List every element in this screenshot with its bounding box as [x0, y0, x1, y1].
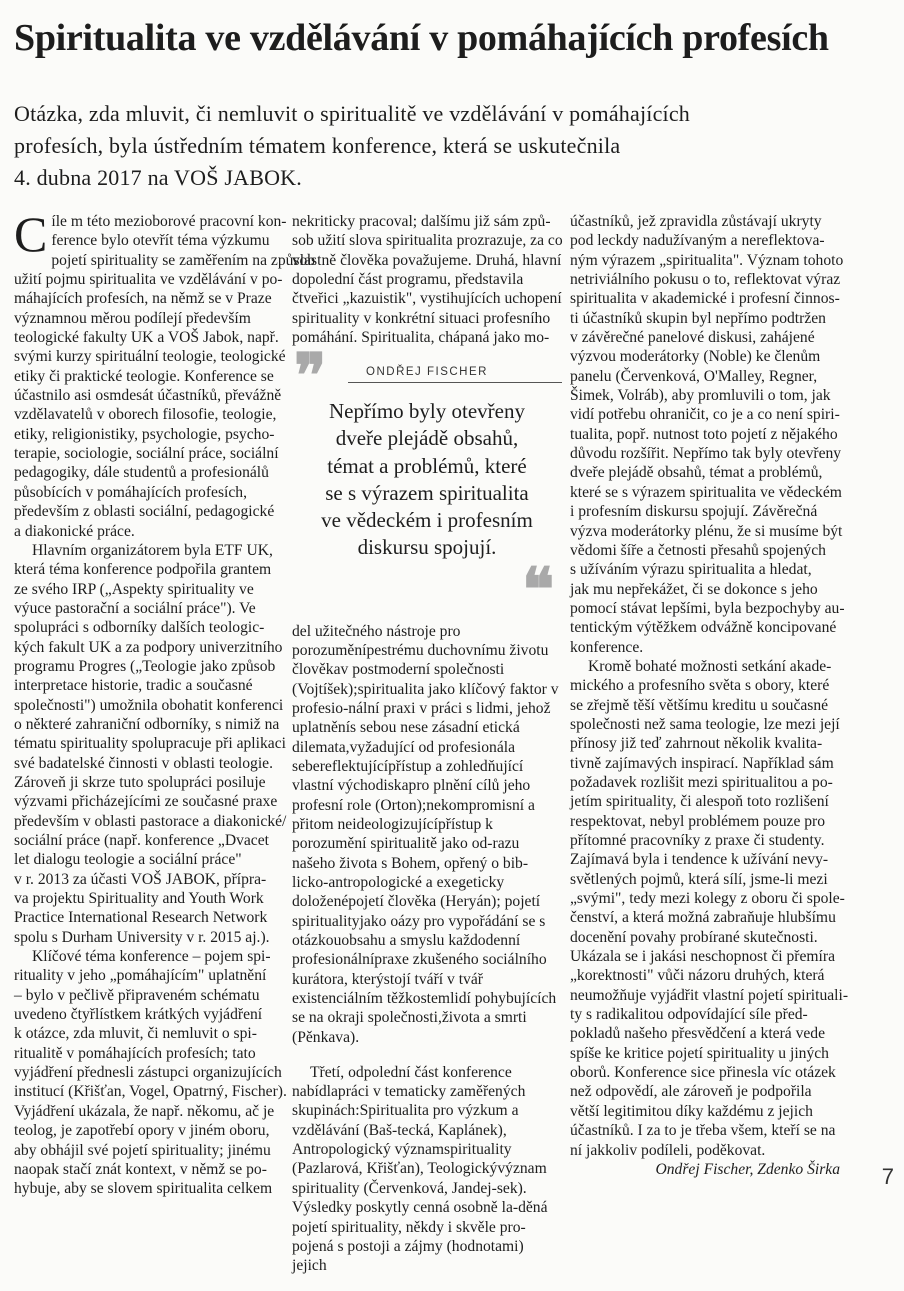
text-line: Zároveň ji skrze tuto spolupráci posiluje — [14, 773, 266, 791]
paragraph — [292, 1063, 562, 1276]
text-line: rituality v jeho „pomáhajícím" uplatnění — [14, 967, 267, 985]
paragraph — [570, 212, 845, 657]
text-line: pojetí člověka (Heryán); pojetí spirituality — [292, 893, 541, 930]
text-line: ty s radikalitou odpovídající síle před- — [570, 1006, 808, 1024]
text-line: práci v tematicky zaměřených skupinách: — [292, 1083, 526, 1120]
text-line: spolupráci s odborníky dalších teologic- — [14, 619, 265, 637]
pull-quote — [292, 341, 562, 625]
text-line: přítomné pracovníky z praxe či studenty. — [570, 832, 825, 849]
text-line: aby obhájil své pojetí spirituality; jinému — [14, 1141, 271, 1159]
text-line: licko-antropologické a exegeticky doložené — [292, 874, 505, 911]
text-line: uvedeno čtyřlístkem krátkých vyjádření — [14, 1006, 263, 1024]
text-line: tivně zajímavých inspirací. Například sám — [570, 754, 834, 772]
text-line: íle m této mezioborové pracovní kon- — [51, 213, 287, 230]
text-line: k otázce, zda mluvit, či nemluvit o spi- — [14, 1025, 257, 1043]
text-line: užití pojmu spiritualita ve vzdělávání v po- — [14, 271, 283, 289]
text-line: dveře plejádě obsahů, témat a problémů, — [570, 464, 823, 482]
text-line: se zřejmě těší většímu kreditu u současné — [570, 696, 829, 714]
text-line: v závěrečné panelové diskusi, zahájené — [570, 329, 815, 347]
text-line: vzdělavatelů v oborech filosofie, teologie, — [14, 406, 277, 424]
text-line: razu našeho života s Bohem, opřený o bib- — [292, 835, 529, 872]
column-1 — [14, 206, 316, 1199]
paragraph-1 — [14, 206, 316, 541]
text-line: ze svého IRP („Aspekty spirituality ve — [14, 580, 254, 598]
text-line: jak mu nepřekážet, či se dokonce s jeho — [570, 580, 818, 598]
text-line: důvodu rozšířit. Nepřímo tak byly otevřeny — [570, 445, 842, 463]
text-line: va projektu Spirituality and Youth Work — [14, 890, 264, 908]
text-line: přístup a zohledňující vlastní východiska — [292, 758, 524, 795]
text-line: – bylo v pečlivě připraveném schématu — [14, 986, 260, 1004]
text-line: své badatelské činnosti v oblasti teologie. — [14, 754, 273, 772]
text-line: přínosy již teď zahrnout několik kvalita- — [570, 735, 823, 753]
text-line: spolu s Durham University v r. 2015 aj.). — [14, 928, 270, 946]
column-3 — [570, 212, 849, 1179]
text-line: tecká, Kaplánek), Antropologický význam — [292, 1121, 507, 1159]
text-line: „korektnosti" vůči názoru druhých, která — [570, 967, 825, 985]
text-line: sob užití slova spiritualita prozrazuje, za co — [292, 232, 563, 250]
text-line: hybuje, aby se slovem spiritualita celkem — [14, 1180, 273, 1198]
text-line: spirituality (Pazlarová, Křišťan), Teologický — [292, 1141, 512, 1178]
text-line: netriviálního pokusu o to, reflektovat výraz — [570, 271, 841, 289]
text-line: výzvami přicházejícími ze současné praxe — [14, 793, 278, 811]
lead-line: profesích, byla ústředním tématem konference, která se uskutečnila — [14, 133, 621, 158]
text-line: praxe zkušeného sociálního kurátora, který — [292, 951, 547, 988]
text-line: teolog, je zapotřebí opory v jiném oboru, — [14, 1122, 270, 1140]
text-line: především z oblasti sociální, pedagogické — [14, 503, 275, 521]
text-line: význam spirituality (Červenková, Jandej- — [292, 1160, 547, 1197]
text-line: Spiritualita pro výzkum a vzdělávání (Baš- — [292, 1102, 519, 1139]
text-line: tentickým výtěžkem odvážně koncipované — [570, 619, 837, 637]
text-line: ní jakkoliv podíleli, poděkovat. — [570, 1141, 766, 1159]
text-line: přístup k porozumění spiritualitě jako od- — [292, 816, 493, 853]
text-line: Klíčové téma konference – pojem spi- — [32, 948, 271, 966]
text-line: programu Progres („Teologie jako způsob — [14, 657, 276, 675]
text-line: sociální práce (např. konference „Dvacet — [14, 832, 269, 849]
text-line: oborů. Konference sice přinesla víc otázek — [570, 1064, 836, 1082]
text-line: výzvou moderátorky (Noble) ke členům — [570, 348, 821, 366]
text-line: děná pojetí spirituality, někdy i skvěle pro- — [292, 1199, 548, 1236]
text-line: které se s výrazem spiritualita ve vědeckém — [570, 483, 842, 501]
text-line: nekriticky pracoval; dalšímu již sám způ- — [292, 213, 551, 230]
pull-quote-divider — [348, 382, 562, 383]
text-line: Třetí, odpolední část konference nabídla — [292, 1063, 512, 1101]
paragraph-2 — [14, 541, 287, 947]
text-line: „svými", tedy mezi kolegy z oboru či spole- — [570, 890, 845, 908]
text-line: pojetí spirituality se zaměřením na způsob — [51, 251, 316, 269]
text-line: spíše ke kritice pojetí spirituality u jiných — [570, 1044, 829, 1062]
text-line: větší legitimitou díky každému z jejich — [570, 1102, 813, 1120]
text-line: účastníků, jež zpravidla zůstávají ukryty — [570, 213, 822, 230]
page-number: 7 — [881, 1164, 894, 1189]
drop-cap: C — [14, 206, 48, 262]
text-line: pestrému duchovnímu životu člověka — [292, 641, 549, 679]
paragraph-3 — [14, 947, 287, 1198]
text-line: docenění povahy probírané skutečnosti. — [570, 928, 818, 946]
text-line: tualita, popř. nutnost toto pojetí z nějakého — [570, 425, 838, 443]
text-line: Zajímavá byla i tendence k užívání nevy- — [570, 851, 829, 869]
text-line: institucí (Křišťan, Vogel, Opatrný, Fischer). — [14, 1083, 287, 1101]
text-line: stojí tváří v tvář existenciálním těžkostem — [292, 970, 483, 1008]
text-line: jetím spirituality, či alespoň toto rozlišení — [570, 793, 829, 811]
text-line: vyžadující od profesionála sebereflektující — [292, 738, 516, 775]
text-line: Vyjádření ukázala, že např. někomu, ač je — [14, 1102, 275, 1120]
text-line: v r. 2013 za účasti VOŠ JABOK, přípra- — [14, 870, 267, 888]
text-line: Ukázala se i jakási neschopnost či přemíra — [570, 948, 835, 966]
text-line: v postmoderní společnosti (Vojtíšek); — [292, 661, 505, 698]
text-line: terapie, sociologie, sociální práce, sociální — [14, 445, 279, 463]
text-line: konference. — [570, 638, 644, 656]
text-line: ritualitě v pomáhajících profesích; tato — [14, 1044, 256, 1062]
text-line: Kromě bohaté možnosti setkání akade- — [588, 657, 832, 675]
text-line: nální praxi v práci s lidmi, jehož uplatnění — [292, 699, 551, 737]
text-line: především v oblasti pastorace a diakonické/ — [14, 812, 287, 830]
pull-quote-text — [292, 398, 562, 562]
text-line: Šimek, Volráb), aby promluvili o tom, jak — [570, 387, 831, 405]
pull-quote-line: témat a problémů, které — [327, 453, 527, 478]
column-2-bottom — [292, 606, 562, 1291]
text-line: ference bylo otevřít téma výzkumu — [51, 232, 270, 250]
text-line: Practice International Research Network — [14, 909, 268, 927]
text-line: pokladů našeho přesvědčení a která vede — [570, 1025, 826, 1043]
text-line: máhajících profesích, na němž se v Praze — [14, 290, 272, 308]
text-line: interpretace historie, tradic a současné — [14, 677, 253, 695]
pull-quote-author: ONDŘEJ FISCHER — [366, 366, 488, 378]
pull-quote-line: se s výrazem spiritualita — [325, 480, 529, 505]
paragraph — [570, 657, 849, 1160]
text-line: let dialogu teologie a sociální práce" — [14, 851, 242, 869]
text-line: účastnilo asi osmdesát účastníků, převážně — [14, 387, 282, 405]
text-line: spirituality v konkrétní situaci profesního — [292, 309, 551, 327]
text-line: sek). Výsledky poskytly cenná osobně la- — [292, 1179, 527, 1217]
text-line: etiky, religionistiky, psychologie, psycho- — [14, 425, 275, 443]
text-line: působících v pomáhajících profesích, — [14, 483, 247, 501]
text-line: lidí pohybujících se na okraji společnosti, — [292, 990, 557, 1027]
text-line: kých fakult UK a za podpory univerzitního — [14, 638, 283, 656]
text-line: pomáhání. Spiritualita, chápaná jako mo- — [292, 329, 550, 347]
text-line: etiky či praktické teologie. Konference se — [14, 367, 274, 385]
text-line: i profesním diskursu spojují. Závěrečná — [570, 503, 818, 521]
article-title: Spiritualita ve vzdělávání v pomáhajících profesích — [14, 17, 829, 59]
quote-close-icon: ❝ — [522, 555, 555, 625]
text-line: a diakonické práce. — [14, 522, 135, 540]
text-line: o některé zahraniční odborníky, s nimiž na — [14, 715, 280, 733]
text-line: společnosti než sama teologie, lze mezi její — [570, 715, 840, 733]
pull-quote-line: ve vědeckém i profesním — [321, 508, 533, 533]
text-line: pomocí stávat lepšími, byla bezpochyby au- — [570, 599, 845, 617]
signature: Ondřej Fischer, Zdenko Širka — [655, 1160, 840, 1178]
text-line: vědomi šíře a četnosti přesahů spojených — [570, 541, 826, 559]
text-line: pod leckdy nadužívaným a nereflektova- — [570, 232, 825, 250]
text-line: s užíváním výrazu spiritualita a hledat, — [570, 561, 812, 579]
text-line: obsahu a smyslu každodenní profesionální — [292, 932, 521, 969]
text-line: požadavek rozlišit mezi spiritualitou a po- — [570, 773, 833, 791]
text-line: významnou měrou podílejí především — [14, 309, 251, 327]
column-2-top — [292, 212, 562, 347]
quote-open-icon: ❞ — [294, 341, 327, 411]
pull-quote-line: Nepřímo byly otevřeny — [329, 399, 525, 423]
text-line: svými kurzy spirituální teologie, teologické — [14, 348, 286, 366]
text-line: respektovat, nebyl problémem pouze pro — [570, 812, 826, 830]
paragraph-1-lines — [14, 206, 316, 541]
article-lead — [14, 98, 834, 194]
text-line: ti účastníků skupin byl nepřímo podtržen — [570, 309, 826, 327]
text-line: čenství, a která možná zabraňuje hlubšímu — [570, 909, 836, 927]
text-line: pro plnění cílů jeho profesní role (Orton); — [292, 777, 531, 814]
text-line: teologické fakulty UK a VOŠ Jabok, např. — [14, 329, 279, 347]
text-line: účastníků. I za to je třeba všem, kteří se na — [570, 1122, 836, 1140]
text-line: čtveřici „kazuistik", vystihujících uchopení — [292, 290, 562, 308]
text-line: naopak stačí znát kontext, v němž se po- — [14, 1160, 267, 1178]
text-line: dopolední část programu, představila — [292, 271, 524, 289]
text-line: pojená s postoji a zájmy (hodnotami) jejich — [292, 1237, 524, 1275]
paragraph — [292, 622, 562, 1048]
text-line: světlených pojmů, která sílí, jsme-li mezi — [570, 870, 828, 888]
text-line: spiritualita jako klíčový faktor v profesio- — [292, 680, 559, 717]
lead-line: 4. dubna 2017 na VOŠ JABOK. — [14, 165, 302, 190]
text-line: pedagogiky, dále studentů a profesionálů — [14, 464, 269, 482]
pull-quote-line: diskursu spojují. — [357, 535, 497, 560]
text-line: nekompromisní a přitom neideologizující — [292, 796, 535, 834]
pull-quote-line: dveře plejádě obsahů, — [335, 426, 519, 451]
text-line: vyjádření přednesli zástupci organizujících — [14, 1064, 282, 1082]
lead-line: Otázka, zda mluvit, či nemluvit o spiritualitě ve vzdělávání v pomáhajících — [14, 101, 691, 126]
text-line: neumožňuje vyjádřit vlastní pojetí spirituali- — [570, 986, 849, 1004]
text-line: která téma konference podpořila grantem — [14, 561, 272, 579]
paragraph — [292, 212, 562, 347]
text-line: výzva moderátorky plénu, že si musíme být — [570, 522, 843, 540]
text-line: vlastně člověka považujeme. Druhá, hlavní — [292, 251, 562, 269]
text-line: panelu (Červenková, O'Malley, Regner, — [570, 367, 818, 385]
text-line: jako oázy pro vypořádání se s otázkou — [292, 912, 546, 950]
text-line: spiritualita v akademické i profesní činnos- — [570, 290, 840, 308]
text-line: s sebou nese zásadní etická dilemata, — [292, 719, 520, 756]
text-line: Hlavním organizátorem byla ETF UK, — [32, 541, 273, 559]
text-line: výuce pastorační a sociální práce"). Ve — [14, 599, 256, 617]
text-line: del užitečného nástroje pro porozumění — [292, 622, 461, 659]
text-line: společnosti") umožnila obohatit konferenci — [14, 696, 284, 714]
text-line: života a smrti (Pěnkava). — [292, 1009, 527, 1046]
text-line: ným výrazem „spiritualita". Význam tohoto — [570, 251, 844, 269]
text-line: vidí potřebu ohraničit, co je a co není spiri- — [570, 406, 840, 424]
text-line: než odpovědí, ale zároveň je podpořila — [570, 1083, 812, 1101]
text-line: tématu spirituality spolupracuje při aplikaci — [14, 735, 286, 753]
text-line: mického a profesního světa s obory, které — [570, 677, 830, 695]
